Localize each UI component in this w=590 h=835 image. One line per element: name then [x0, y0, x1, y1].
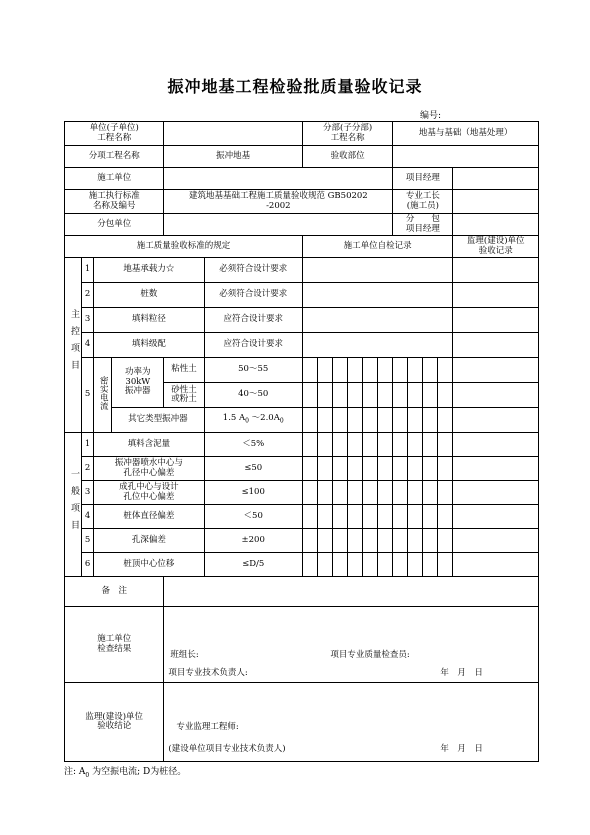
construction-check-label: 施工单位 检查结果	[65, 607, 164, 683]
main-item-no: 2	[82, 283, 94, 308]
check-cell	[378, 481, 393, 505]
general-item-req: ≤100	[204, 481, 302, 505]
check-cell	[378, 358, 393, 383]
check-cell	[408, 358, 423, 383]
check-cell	[317, 408, 332, 433]
general-item-no: 3	[82, 481, 94, 505]
general-item-name: 填料含泥量	[94, 433, 204, 457]
check-cell	[393, 505, 408, 529]
check-cell	[423, 358, 438, 383]
check-cell	[423, 433, 438, 457]
tech-lead-label: 项目专业技术负责人:	[168, 668, 248, 678]
check-cell	[438, 505, 453, 529]
check-cell	[408, 553, 423, 577]
check-cell	[378, 529, 393, 553]
general-item-no: 1	[82, 433, 94, 457]
check-cell	[302, 505, 317, 529]
general-item-name: 桩体直径偏差	[94, 505, 204, 529]
subcontractor-value	[164, 214, 393, 236]
general-item-req: ＜5%	[204, 433, 302, 457]
check-cell	[302, 481, 317, 505]
check-cell	[302, 529, 317, 553]
check-cell	[317, 433, 332, 457]
project-manager-label: 项目经理	[393, 168, 453, 190]
check-cell	[408, 457, 423, 481]
page-title: 振冲地基工程检验批质量验收记录	[167, 77, 423, 96]
self-check-cell	[302, 308, 453, 333]
check-cell	[332, 457, 347, 481]
check-cell	[348, 433, 363, 457]
check-cell	[438, 481, 453, 505]
check-cell	[348, 505, 363, 529]
accept-part-value	[393, 146, 539, 168]
construction-check-area	[164, 607, 539, 683]
check-cell	[332, 481, 347, 505]
check-cell	[438, 358, 453, 383]
self-check-cell	[302, 333, 453, 358]
check-cell	[408, 481, 423, 505]
sub-pm-label: 分 包 项目经理	[393, 214, 453, 236]
check-cell	[332, 408, 347, 433]
check-cell	[302, 358, 317, 383]
team-leader-label: 班组长:	[170, 650, 199, 660]
main-item-name: 填料级配	[94, 333, 204, 358]
check-cell	[317, 457, 332, 481]
check-cell	[302, 383, 317, 408]
supervision-cell	[453, 457, 539, 481]
check-cell	[317, 505, 332, 529]
general-item-no: 6	[82, 553, 94, 577]
check-cell	[408, 383, 423, 408]
other-vibrator-req: 1.5 $A_0$ $\sim 2.0A_0$	[204, 408, 302, 433]
constructor-value	[164, 168, 393, 190]
subitem-value: 振冲地基	[164, 146, 302, 168]
supervising-engineer-label: 专业监理工程师:	[176, 722, 239, 732]
main-item-no: 1	[82, 258, 94, 283]
check-cell	[348, 481, 363, 505]
clay-soil-label: 粘性土	[164, 358, 204, 383]
check-cell	[348, 383, 363, 408]
sandy-soil-req: 40～50	[204, 383, 302, 408]
check-cell	[438, 529, 453, 553]
sub-pm-value	[453, 214, 539, 236]
self-check-cell	[302, 258, 453, 283]
check-cell	[438, 553, 453, 577]
check-cell	[348, 529, 363, 553]
check-cell	[438, 457, 453, 481]
supervision-cell	[453, 433, 539, 457]
main-item-no: 3	[82, 308, 94, 333]
constructor-label: 施工单位	[65, 168, 164, 190]
construction-date-label: 年 月 日	[440, 668, 483, 678]
check-cell	[302, 457, 317, 481]
self-check-column-header: 施工单位自检记录	[302, 236, 453, 258]
supervision-cell	[453, 408, 539, 433]
check-cell	[363, 481, 378, 505]
check-cell	[363, 433, 378, 457]
check-cell	[332, 383, 347, 408]
check-cell	[317, 481, 332, 505]
footnote: 注: $A_0$ 为空振电流; D为桩径。	[64, 767, 187, 779]
check-cell	[423, 408, 438, 433]
general-item-name: 成孔中心与设计 孔位中心偏差	[94, 481, 204, 505]
general-item-name: 孔深偏差	[94, 529, 204, 553]
check-cell	[317, 529, 332, 553]
general-items-group-label: 一般项目	[65, 433, 82, 577]
main-item-req: 必须符合设计要求	[204, 283, 302, 308]
main-item-req: 应符合设计要求	[204, 308, 302, 333]
check-cell	[423, 553, 438, 577]
check-cell	[408, 408, 423, 433]
remarks-label: 备 注	[65, 577, 164, 607]
unit-name-label: 单位(子单位) 工程名称	[65, 122, 164, 146]
check-cell	[317, 383, 332, 408]
check-cell	[363, 408, 378, 433]
subcontractor-label: 分包单位	[65, 214, 164, 236]
check-cell	[378, 505, 393, 529]
general-item-req: ±200	[204, 529, 302, 553]
sandy-soil-label: 砂性土 或粉土	[164, 383, 204, 408]
main-item-name: 填料粒径	[94, 308, 204, 333]
owner-tech-lead-label: (建设单位项目专业技术负责人)	[168, 744, 286, 754]
check-cell	[332, 529, 347, 553]
supervision-cell	[453, 529, 539, 553]
check-cell	[302, 408, 317, 433]
check-cell	[423, 529, 438, 553]
check-cell	[302, 553, 317, 577]
general-item-no: 4	[82, 505, 94, 529]
check-cell	[302, 433, 317, 457]
foreman-value	[453, 190, 539, 214]
check-cell	[393, 358, 408, 383]
standard-label: 施工执行标准 名称及编号	[65, 190, 164, 214]
main-items-group-label: 主控项目	[65, 258, 82, 433]
check-cell	[378, 408, 393, 433]
check-cell	[423, 383, 438, 408]
supervision-cell	[453, 333, 539, 358]
check-cell	[363, 383, 378, 408]
check-cell	[438, 433, 453, 457]
main-item-req: 应符合设计要求	[204, 333, 302, 358]
check-cell	[393, 529, 408, 553]
main-item-no: 5	[82, 358, 94, 433]
general-item-name: 桩顶中心位移	[94, 553, 204, 577]
main-item-name: 桩数	[94, 283, 204, 308]
supervision-cell	[453, 383, 539, 408]
subdivision-label: 分部(子分部) 工程名称	[302, 122, 392, 146]
unit-name-value	[164, 122, 302, 146]
supervision-cell	[453, 283, 539, 308]
general-item-req: ＜50	[204, 505, 302, 529]
general-item-name: 振冲器喷水中心与 孔径中心偏差	[94, 457, 204, 481]
check-cell	[348, 457, 363, 481]
check-cell	[348, 408, 363, 433]
check-cell	[378, 433, 393, 457]
check-cell	[423, 457, 438, 481]
check-cell	[408, 529, 423, 553]
check-cell	[393, 433, 408, 457]
supervision-date-label: 年 月 日	[440, 744, 483, 754]
check-cell	[378, 553, 393, 577]
remarks-value	[164, 577, 539, 607]
check-cell	[393, 457, 408, 481]
supervision-cell	[453, 553, 539, 577]
check-cell	[348, 553, 363, 577]
check-cell	[332, 553, 347, 577]
check-cell	[363, 505, 378, 529]
general-item-req: ≤50	[204, 457, 302, 481]
subitem-label: 分项工程名称	[65, 146, 164, 168]
main-item-name: 地基承载力☆	[94, 258, 204, 283]
check-cell	[408, 505, 423, 529]
supervision-cell	[453, 258, 539, 283]
general-item-no: 5	[82, 529, 94, 553]
general-item-req: ≤D/5	[204, 553, 302, 577]
check-cell	[393, 383, 408, 408]
spec-column-header: 施工质量验收标准的规定	[65, 236, 303, 258]
subdivision-value: 地基与基础（地基处理）	[393, 122, 539, 146]
accept-part-label: 验收部位	[302, 146, 392, 168]
doc-number-label: 编号:	[420, 111, 442, 121]
supervision-cell	[453, 481, 539, 505]
main-item-req: 必须符合设计要求	[204, 258, 302, 283]
check-cell	[393, 553, 408, 577]
supervision-cell	[453, 358, 539, 383]
supervision-conclusion-label: 监理(建设)单位 验收结论	[65, 683, 164, 762]
check-cell	[363, 529, 378, 553]
vibrator-30kw-label: 功率为 30kW 振冲器	[112, 358, 164, 408]
check-cell	[363, 457, 378, 481]
check-cell	[348, 358, 363, 383]
check-cell	[393, 408, 408, 433]
inspection-record-table	[64, 121, 539, 762]
check-cell	[363, 358, 378, 383]
check-cell	[378, 457, 393, 481]
supervision-conclusion-area	[164, 683, 539, 762]
check-cell	[363, 553, 378, 577]
check-cell	[378, 383, 393, 408]
check-cell	[423, 505, 438, 529]
supervision-cell	[453, 308, 539, 333]
dense-current-label: 密实电流	[94, 358, 112, 433]
check-cell	[332, 505, 347, 529]
other-vibrator-label: 其它类型振冲器	[112, 408, 204, 433]
self-check-cell	[302, 283, 453, 308]
supervision-column-header: 监理(建设)单位 验收记录	[453, 236, 539, 258]
check-cell	[423, 481, 438, 505]
general-item-no: 2	[82, 457, 94, 481]
check-cell	[317, 553, 332, 577]
check-cell	[332, 358, 347, 383]
check-cell	[393, 481, 408, 505]
foreman-label: 专业工长 (施工员)	[393, 190, 453, 214]
clay-soil-req: 50～55	[204, 358, 302, 383]
check-cell	[438, 383, 453, 408]
main-item-no: 4	[82, 333, 94, 358]
supervision-cell	[453, 505, 539, 529]
check-cell	[317, 358, 332, 383]
quality-inspector-label: 项目专业质量检查员:	[330, 650, 410, 660]
check-cell	[438, 408, 453, 433]
project-manager-value	[453, 168, 539, 190]
check-cell	[332, 433, 347, 457]
standard-value: 建筑地基基础工程施工质量验收规范 GB50202 -2002	[164, 190, 393, 214]
check-cell	[408, 433, 423, 457]
